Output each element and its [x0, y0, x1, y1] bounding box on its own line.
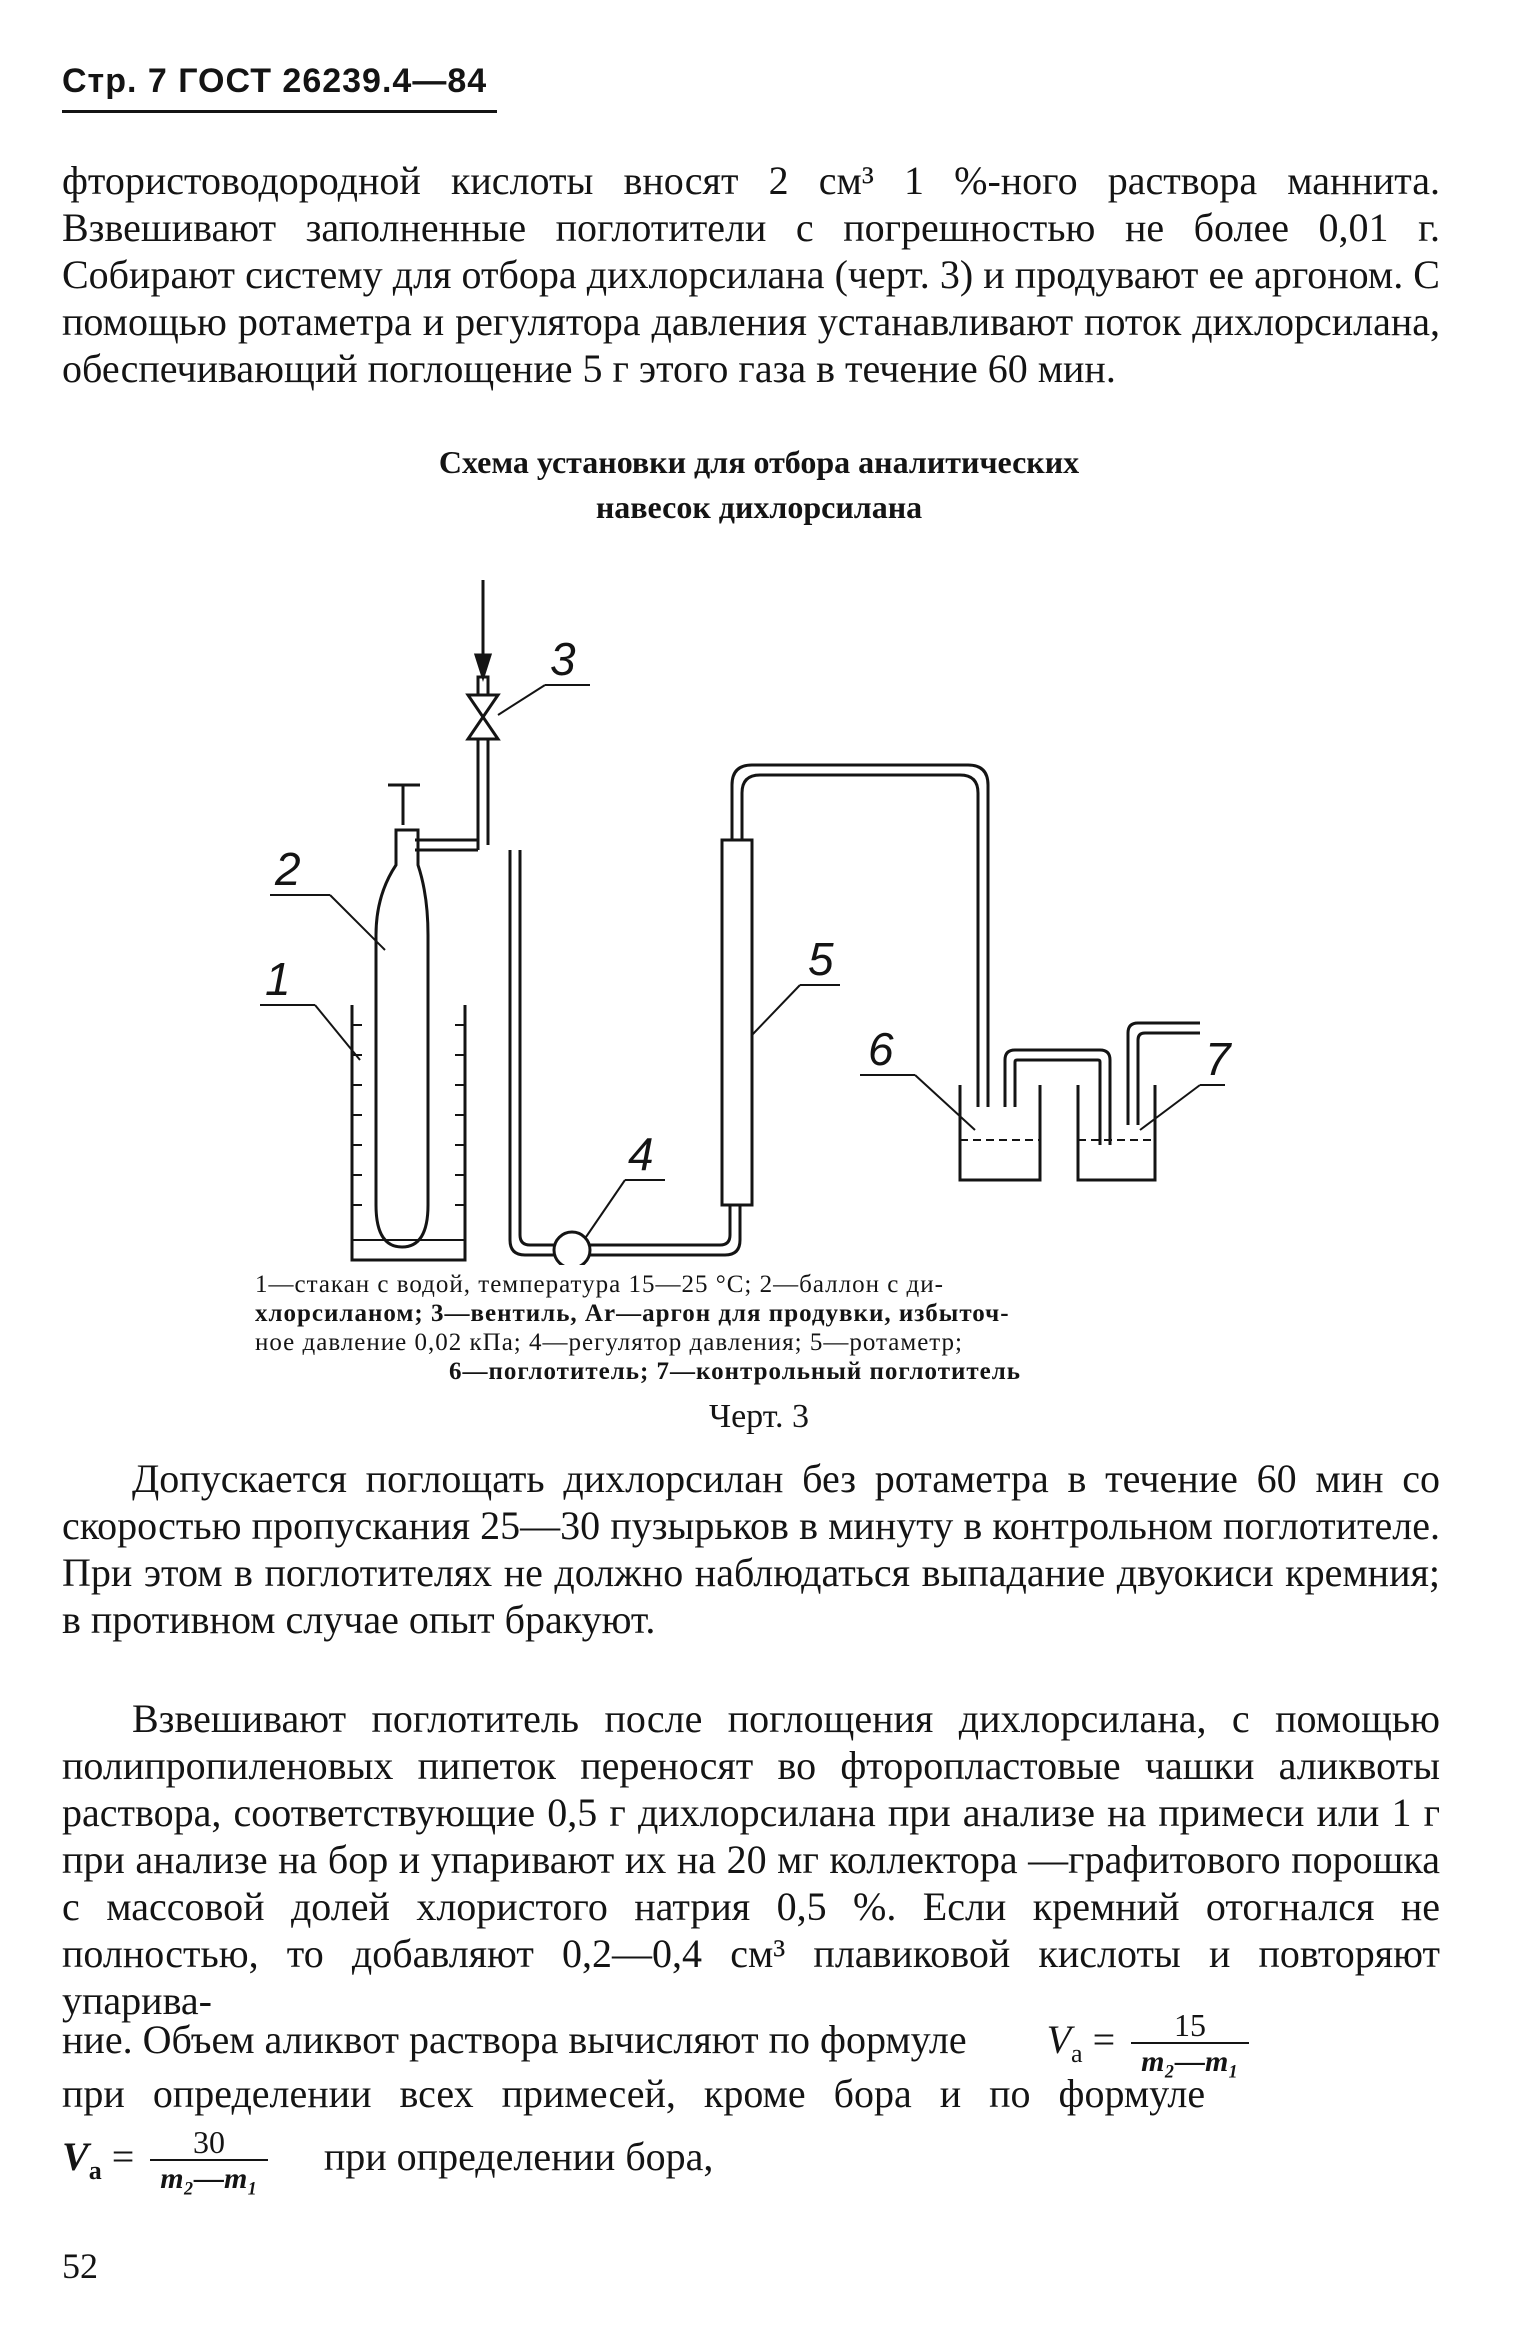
formula-var-2: V — [62, 2134, 89, 2180]
fraction-1-denominator: m₂—m₁ — [1131, 2042, 1249, 2080]
header-rule — [62, 110, 497, 113]
paragraph-intro: фтористоводородной кислоты вносят 2 см³ 1 %-ного раствора маннита. Взвешивают заполненные поглотители с погрешностью не более 0,01 г. Собирают систему для отбора дихлорсилана (черт. 3) и продувают ее аргоном. С помощью ротаметра и регулятора давления устанавливают поток дихлорсилана, обеспечивающий поглощение 5 г этого газа в течение 60 мин. — [62, 158, 1440, 391]
page-header: Стр. 7 ГОСТ 26239.4—84 — [62, 62, 488, 100]
caption-line3: ное давление 0,02 кПа; 4—регулятор давления; 5—ротаметр; — [255, 1329, 963, 1356]
fraction-1-numerator: 15 — [1173, 2007, 1206, 2043]
figure-title — [0, 440, 1518, 530]
paragraph-allowed: Допускается поглощать дихлорсилан без ротаметра в течение 60 мин со скоростью пропускания 25—30 пузырьков в минуту в контрольном поглотителе. При этом в поглотителях не должно наблюдаться выпадание двуокиси кремния; в противном случае опыт бракуют. — [62, 1456, 1440, 1642]
label-4: 4 — [628, 1128, 654, 1180]
figure-title-line1: Схема установки для отбора аналитических — [438, 444, 1080, 480]
page-number: 52 — [62, 2246, 98, 2286]
figure-title-line2: навесок дихлорсилана — [595, 489, 923, 525]
fraction-2-numerator: 30 — [193, 2124, 226, 2160]
formula-line3-text: при определении бора, — [323, 2134, 714, 2180]
tube-absorber-to-control — [1005, 1050, 1110, 1145]
beaker-1-ticks — [352, 1025, 465, 1205]
valve-3 — [468, 695, 498, 739]
fraction-2-denominator: m₂—m₁ — [150, 2159, 268, 2197]
formula-line-3 — [62, 2125, 1440, 2197]
control-absorber-7 — [1078, 1085, 1155, 1180]
label-2: 2 — [275, 843, 301, 895]
figure-number: Черт. 3 — [708, 1398, 810, 1435]
formula-line-2 — [62, 2070, 1440, 2117]
caption-line2: хлорсиланом; 3—вентиль, Ar—аргон для продувки, избыточ- — [255, 1300, 1010, 1327]
formula-var-1: V — [1046, 2017, 1072, 2063]
beaker-1 — [352, 1005, 465, 1260]
paragraph-weighing: Взвешивают поглотитель после поглощения дихлорсилана, с помощью полипропиленовых пипеток переносят во фторопластовые чашки аликвоты раствора, соответствующие 0,5 г дихлорсилана при анализе на примеси или 1 г при анализе на бор и упаривают их на 20 мг коллектора —графитового порошка с массовой долей хлористого натрия 0,5 %. Если кремний отогнался не полностью, то добавляют 0,2—0,4 см³ плавиковой кислоты и повторяют упарива- — [62, 1696, 1440, 2023]
tube-regulator-to-rotameter — [590, 1205, 740, 1255]
caption-line1: 1—стакан с водой, температура 15—25 °С; 2—баллон с ди- — [255, 1271, 944, 1298]
formula-line1-text: ние. Объем аликвот раствора вычисляют по формуле — [62, 2017, 967, 2063]
label-5: 5 — [808, 933, 834, 985]
label-6: 6 — [868, 1023, 894, 1075]
formula-sub-2: a — [88, 2156, 102, 2186]
label-1: 1 — [265, 953, 291, 1005]
balloon-2 — [376, 830, 428, 1247]
regulator-4 — [554, 1232, 590, 1265]
formula-sub-1: a — [1071, 2039, 1083, 2069]
absorber-6 — [960, 1085, 1040, 1180]
label-7: 7 — [1205, 1033, 1231, 1085]
leader-lines — [260, 610, 1225, 1237]
apparatus-diagram — [0, 565, 1518, 1265]
formula-fraction-2 — [150, 2125, 268, 2197]
inlet-arrow-head — [476, 655, 490, 677]
formula-eq-1: = — [1092, 2017, 1116, 2063]
caption-line4: 6—поглотитель; 7—контрольный поглотитель — [448, 1358, 1022, 1385]
figure-caption — [255, 1270, 1215, 1386]
tube-to-regulator — [478, 835, 555, 1255]
rotameter-5 — [722, 840, 752, 1205]
formula-line2-text: при определении всех примесей, кроме бора и по формуле — [62, 2071, 1206, 2116]
label-3: 3 — [550, 633, 576, 685]
tube-rotameter-to-absorber — [732, 765, 988, 1107]
formula-eq-2: = — [111, 2134, 135, 2180]
